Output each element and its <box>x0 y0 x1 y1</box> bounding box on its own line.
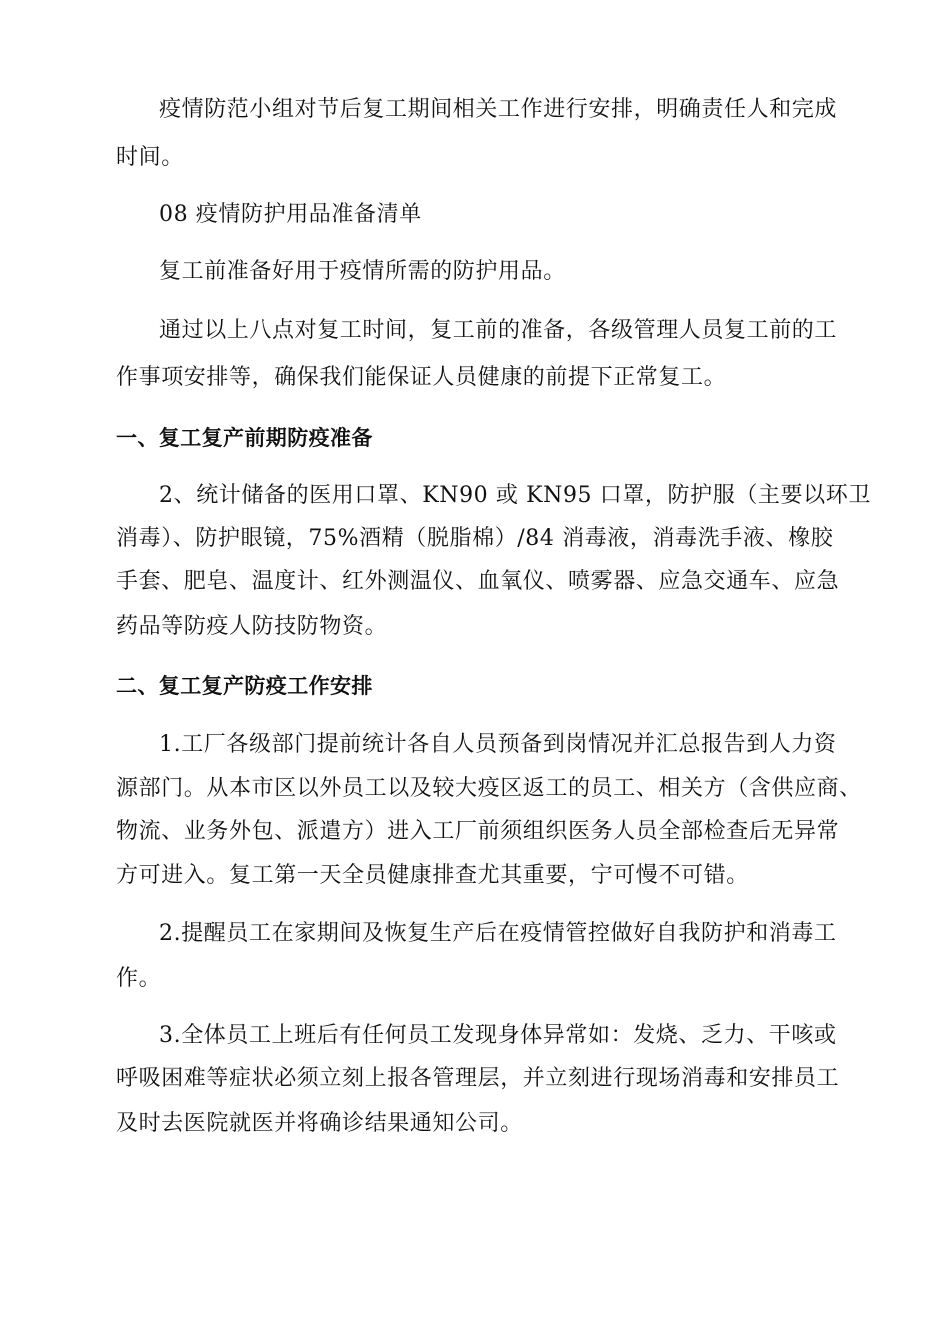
paragraph-3-line-0: 通过以上八点对复工时间，复工前的准备，各级管理人员复工前的工 <box>159 318 838 343</box>
paragraph-1-line-0: 08 疫情防护用品准备清单 <box>159 202 422 227</box>
paragraph-5-line-2: 手套、肥皂、温度计、红外测温仪、血氧仪、喷雾器、应急交通车、应急 <box>116 569 840 594</box>
paragraph-5-line-3: 药品等防疫人防技防物资。 <box>116 614 388 639</box>
paragraph-9-line-1: 呼吸困难等症状必须立刻上报各管理层，并立刻进行现场消毒和安排员工 <box>116 1066 840 1091</box>
paragraph-0-line-0: 疫情防范小组对节后复工期间相关工作进行安排，明确责任人和完成 <box>159 97 838 122</box>
paragraph-7-line-1: 源部门。从本市区以外员工以及较大疫区返工的员工、相关方（含供应商、 <box>116 776 862 801</box>
paragraph-3-line-1: 作事项安排等，确保我们能保证人员健康的前提下正常复工。 <box>116 365 727 390</box>
paragraph-5-line-1: 消毒）、防护眼镜，75%酒精（脱脂棉）/84 消毒液，消毒洗手液、橡胶 <box>116 526 834 551</box>
paragraph-9-line-0: 3.全体员工上班后有任何员工发现身体异常如：发烧、乏力、干咳或 <box>159 1023 837 1048</box>
paragraph-2-line-0: 复工前准备好用于疫情所需的防护用品。 <box>159 259 566 284</box>
paragraph-5-line-0: 2、统计储备的医用口罩、KN90 或 KN95 口罩，防护服（主要以环卫 <box>159 483 871 508</box>
paragraph-7-line-3: 方可进入。复工第一天全员健康排查尤其重要，宁可慢不可错。 <box>116 863 749 888</box>
paragraph-7-line-2: 物流、业务外包、派遣方）进入工厂前须组织医务人员全部检查后无异常 <box>116 819 840 844</box>
paragraph-7-line-0: 1.工厂各级部门提前统计各自人员预备到岗情况并汇总报告到人力资 <box>159 732 837 757</box>
paragraph-8-line-1: 作。 <box>116 966 162 991</box>
paragraph-0-line-1: 时间。 <box>116 145 184 170</box>
section-heading-2: 二、复工复产防疫工作安排 <box>116 674 373 698</box>
section-heading-1: 一、复工复产前期防疫准备 <box>116 426 373 450</box>
paragraph-8-line-0: 2.提醒员工在家期间及恢复生产后在疫情管控做好自我防护和消毒工 <box>159 921 837 946</box>
paragraph-9-line-2: 及时去医院就医并将确诊结果通知公司。 <box>116 1111 523 1136</box>
